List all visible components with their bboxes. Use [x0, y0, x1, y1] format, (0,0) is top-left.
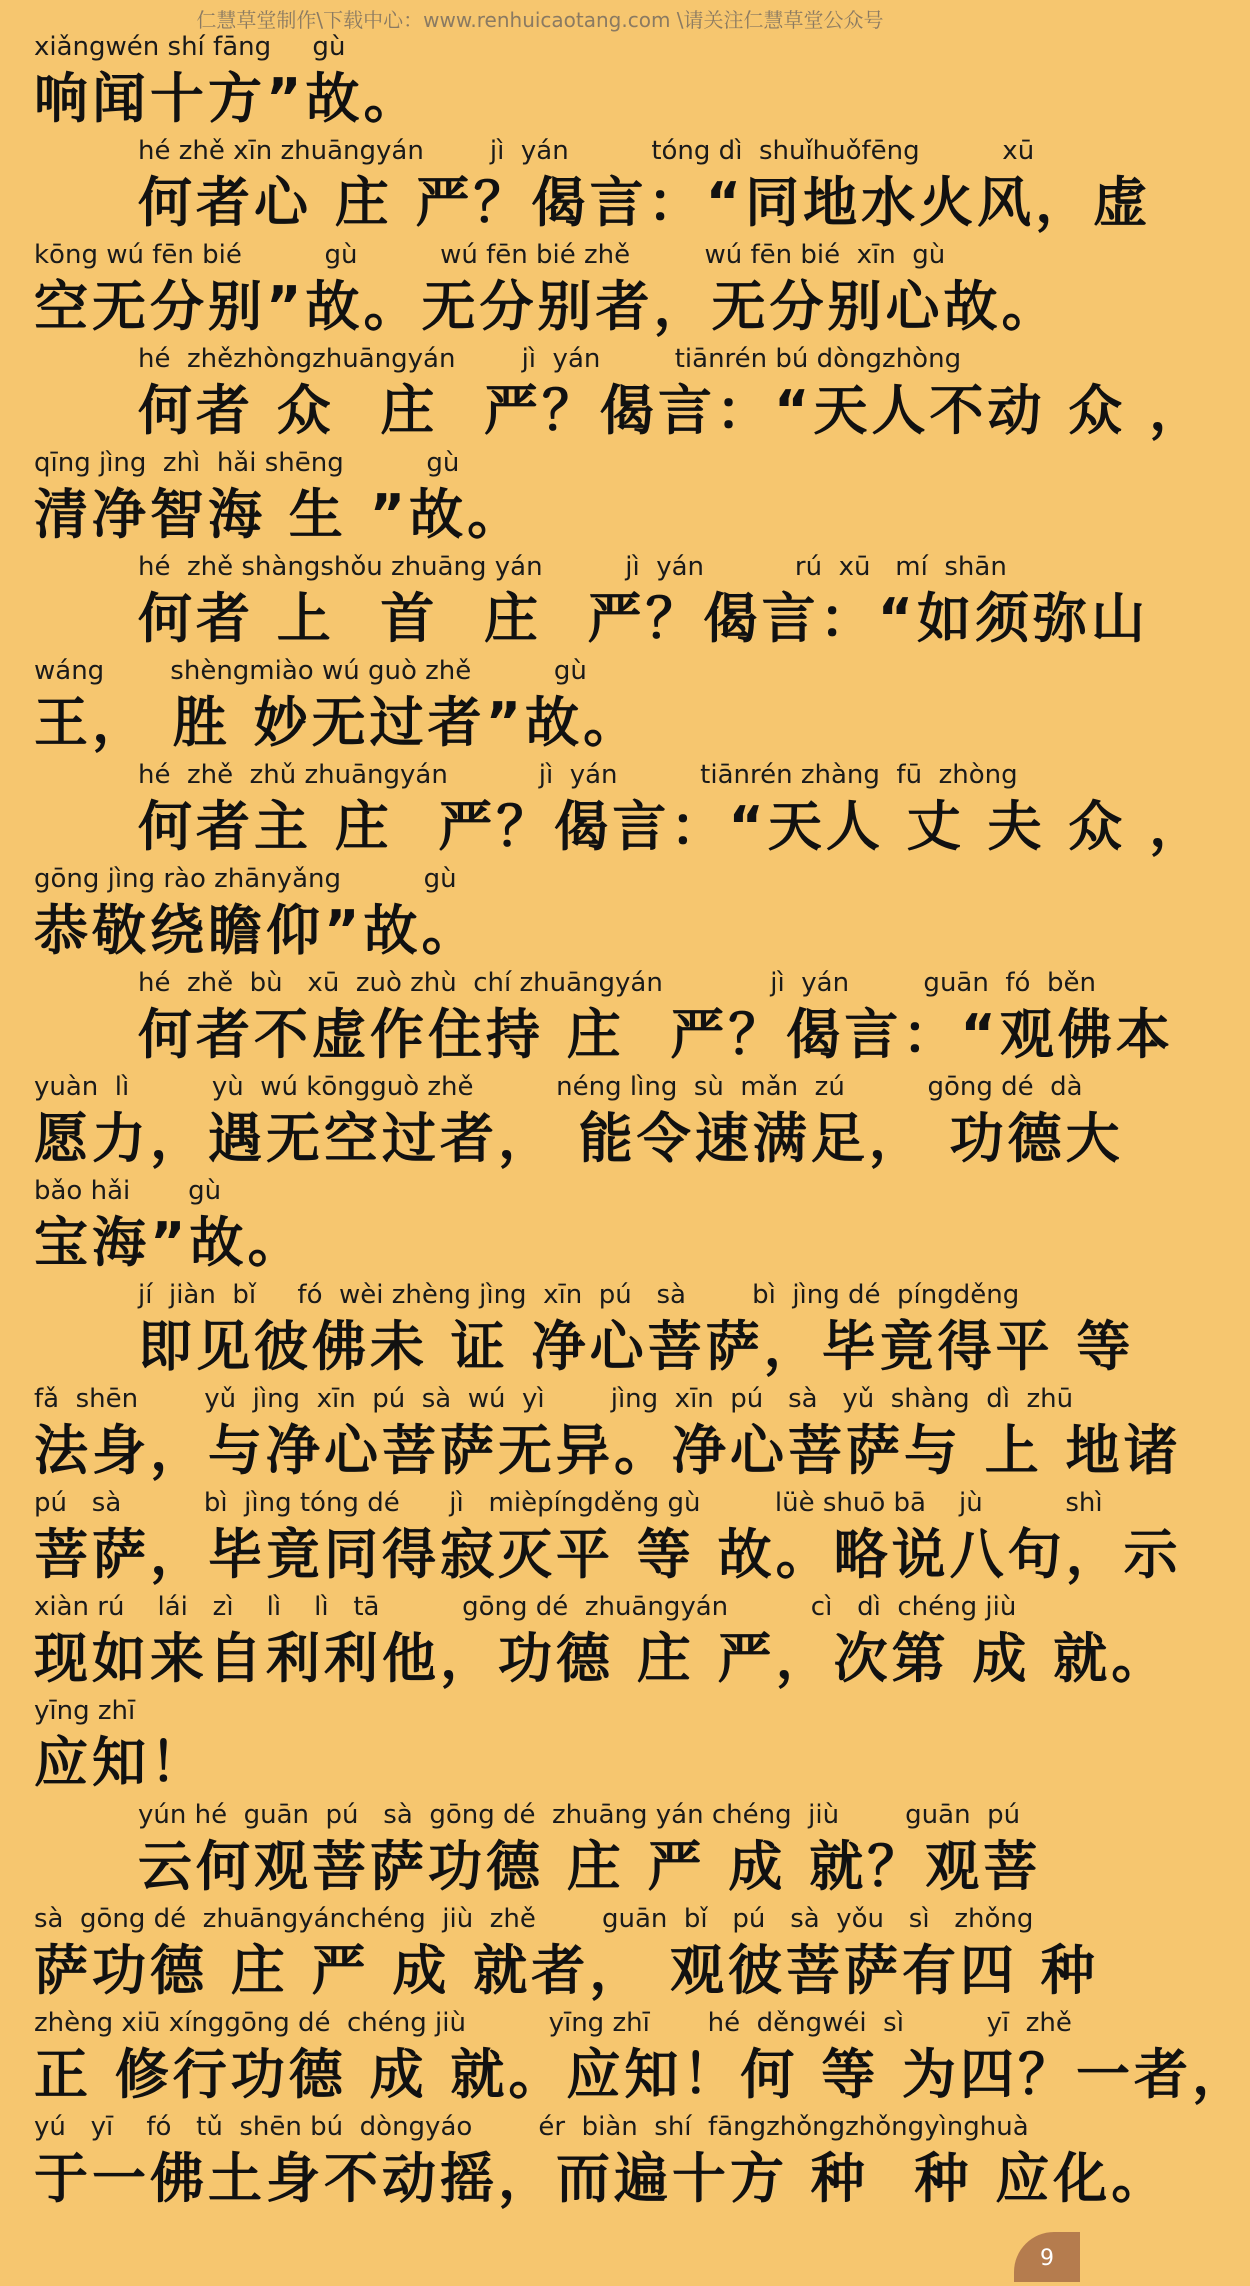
pinyin-line: hé zhězhòngzhuāngyán jì yán tiānrén bú dòngzhòng	[138, 344, 962, 374]
hanzi-line: 何者 众 庄 严？偈言：“天人不动 众 ，	[138, 379, 1208, 442]
text-line	[0, 860, 1080, 966]
text-line	[0, 1172, 1080, 1278]
hanzi-line: 即见彼佛未 证 净心菩萨，毕竟得平 等	[138, 1315, 1135, 1378]
text-line	[0, 1900, 1099, 2006]
pinyin-line: qīng jìng zhì hǎi shēng gù	[34, 448, 460, 478]
pinyin-line: yú yī fó tǔ shēn bú dòngyáo ér biàn shí fāngzhǒngzhǒngyìnghuà	[34, 2112, 1029, 2142]
text-line	[0, 1380, 1182, 1486]
text-line	[0, 1068, 1124, 1174]
pinyin-line: hé zhě xīn zhuāngyán jì yán tóng dì shuǐhuǒfēng xū	[138, 136, 1035, 166]
text-line	[0, 1484, 1182, 1590]
pinyin-line: hé zhě bù xū zuò zhù chí zhuāngyán jì yán guān fó běn	[138, 968, 1096, 998]
pinyin-line: bǎo hǎi gù	[34, 1176, 222, 1206]
text-line	[0, 444, 1080, 550]
pinyin-line: wáng shèngmiào wú guò zhě gù	[34, 656, 587, 686]
hanzi-line: 萨功德 庄 严 成 就者， 观彼菩萨有四 种	[34, 1939, 1099, 2002]
hanzi-line: 清净智海 生 ”故。	[34, 483, 526, 546]
hanzi-line: 正 修行功德 成 就。应知！何 等 为四？一者，	[34, 2043, 1250, 2106]
hanzi-line: 何者不虚作住持 庄 严？偈言：“观佛本	[138, 1003, 1174, 1066]
hanzi-line: 法身，与净心菩萨无异。净心菩萨与 上 地诸	[34, 1419, 1182, 1482]
hanzi-line: 宝海”故。	[34, 1211, 306, 1274]
pinyin-line: gōng jìng rào zhānyǎng gù	[34, 864, 457, 894]
hanzi-line: 何者主 庄 严？偈言：“天人 丈 夫 众 ，	[138, 795, 1208, 858]
text-line	[0, 548, 1150, 654]
pinyin-line: yuàn lì yù wú kōngguò zhě néng lìng sù mǎn zú gōng dé dà	[34, 1072, 1083, 1102]
hanzi-line: 于一佛土身不动摇，而遍十方 种 种 应化。	[34, 2147, 1170, 2210]
text-line	[0, 340, 1208, 446]
pinyin-line: yīng zhī	[34, 1696, 136, 1726]
pinyin-line: xiǎngwén shí fāng gù	[34, 32, 346, 62]
text-line	[0, 2108, 1170, 2214]
pinyin-line: hé zhě shàngshǒu zhuāng yán jì yán rú xū mí shān	[138, 552, 1007, 582]
text-line	[0, 1796, 1080, 1902]
pinyin-line: pú sà bì jìng tóng dé jì mièpíngděng gù lüè shuō bā jù shì	[34, 1488, 1103, 1518]
text-line	[0, 756, 1208, 862]
pinyin-line: kōng wú fēn bié gù wú fēn bié zhě wú fēn bié xīn gù	[34, 240, 946, 270]
text-line	[0, 132, 1152, 238]
hanzi-line: 响闻十方”故。	[34, 67, 422, 130]
pinyin-line: yún hé guān pú sà gōng dé zhuāng yán chéng jiù guān pú	[138, 1800, 1021, 1830]
pinyin-line: xiàn rú lái zì lì lì tā gōng dé zhuāngyán cì dì chéng jiù	[34, 1592, 1017, 1622]
text-line	[0, 964, 1174, 1070]
hanzi-line: 云何观菩萨功德 庄 严 成 就？观菩	[138, 1835, 1042, 1898]
hanzi-line: 恭敬绕瞻仰”故。	[34, 899, 480, 962]
page-number-badge: 9	[1014, 2232, 1080, 2282]
hanzi-line: 菩萨，毕竟同得寂灭平 等 故。略说八句，示	[34, 1523, 1182, 1586]
pinyin-line: sà gōng dé zhuāngyánchéng jiù zhě guān bǐ pú sà yǒu sì zhǒng	[34, 1904, 1034, 1934]
text-line	[0, 1692, 1080, 1798]
hanzi-line: 愿力，遇无空过者， 能令速满足， 功德大	[34, 1107, 1124, 1170]
pinyin-line: zhèng xiū xínggōng dé chéng jiù yīng zhī hé děngwéi sì yī zhě	[34, 2008, 1072, 2038]
text-line	[0, 652, 1080, 758]
pinyin-line: fǎ shēn yǔ jìng xīn pú sà wú yì jìng xīn pú sà yǔ shàng dì zhū	[34, 1384, 1074, 1414]
hanzi-line: 何者心 庄 严？偈言：“同地水火风，虚	[138, 171, 1152, 234]
hanzi-line: 空无分别”故。无分别者，无分别心故。	[34, 275, 1060, 338]
text-line	[0, 1276, 1135, 1382]
text-line	[0, 2004, 1250, 2110]
text-line	[0, 28, 1080, 134]
header-watermark: 仁慧草堂制作\下载中心：www.renhuicaotang.com \请关注仁慧草堂公众号	[196, 8, 884, 32]
hanzi-line: 王， 胜 妙无过者”故。	[34, 691, 642, 754]
text-line	[0, 1588, 1170, 1694]
hanzi-line: 现如来自利利他，功德 庄 严，次第 成 就。	[34, 1627, 1170, 1690]
pinyin-line: jí jiàn bǐ fó wèi zhèng jìng xīn pú sà bì jìng dé píngděng	[138, 1280, 1020, 1310]
pinyin-line: hé zhě zhǔ zhuāngyán jì yán tiānrén zhàng fū zhòng	[138, 760, 1018, 790]
hanzi-line: 应知！	[34, 1731, 208, 1794]
text-line	[0, 236, 1080, 342]
hanzi-line: 何者 上 首 庄 严？偈言：“如须弥山	[138, 587, 1150, 650]
